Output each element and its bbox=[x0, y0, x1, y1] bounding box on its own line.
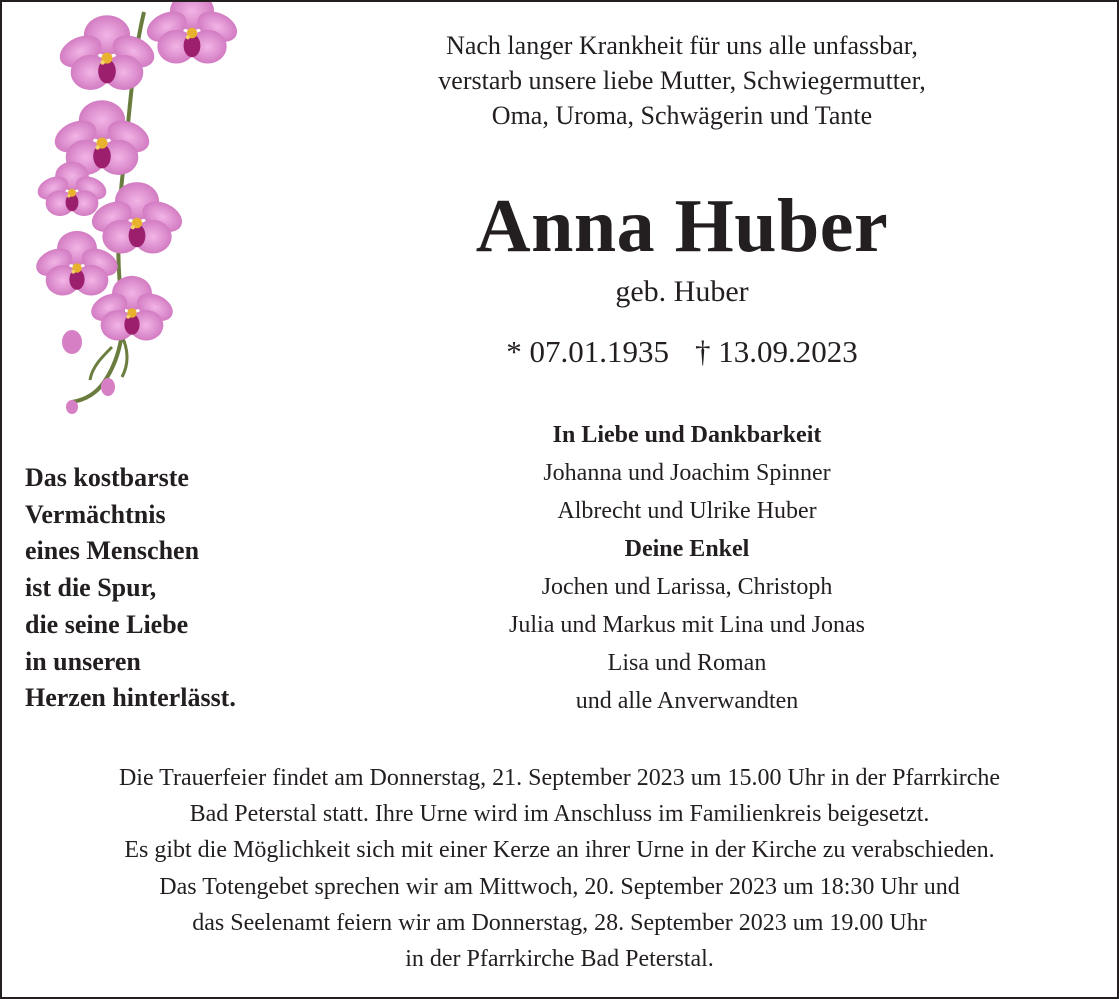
service-line: Das Totengebet sprechen wir am Mittwoch, 20. September 2023 um 18:30 Uhr und bbox=[159, 873, 960, 900]
death-date: † 13.09.2023 bbox=[695, 334, 858, 369]
family-member: Johanna und Joachim Spinner bbox=[543, 460, 831, 486]
quote-line: eines Menschen bbox=[25, 536, 200, 566]
grandchild: Julia und Markus mit Lina und Jonas bbox=[509, 612, 865, 638]
intro-line: Oma, Uroma, Schwägerin und Tante bbox=[491, 101, 873, 130]
quote-line: in unseren bbox=[25, 646, 141, 676]
service-line: Bad Peterstal statt. Ihre Urne wird im Anschluss im Familienkreis beigesetzt. bbox=[189, 801, 930, 828]
quote-line: Herzen hinterlässt. bbox=[25, 683, 236, 713]
intro-text bbox=[332, 28, 1032, 133]
quote-line: die seine Liebe bbox=[25, 609, 189, 639]
grandchild: Jochen und Larissa, Christoph bbox=[541, 574, 833, 600]
grandchildren-heading: Deine Enkel bbox=[624, 536, 750, 562]
intro-line: verstarb unsere liebe Mutter, Schwiegermutter, bbox=[438, 66, 926, 95]
birth-date: * 07.01.1935 bbox=[506, 334, 669, 369]
birth-name: geb. Huber bbox=[615, 275, 749, 308]
family-list bbox=[382, 416, 992, 720]
service-line: das Seelenamt feiern wir am Donnerstag, 28. September 2023 um 19.00 Uhr bbox=[192, 909, 927, 936]
life-dates bbox=[332, 332, 1032, 372]
quote-line: ist die Spur, bbox=[25, 573, 157, 603]
service-line: Die Trauerfeier findet am Donnerstag, 21. September 2023 um 15.00 Uhr in der Pfarrkirche bbox=[118, 765, 1001, 791]
grandchild: Lisa und Roman bbox=[607, 650, 767, 676]
service-line: in der Pfarrkirche Bad Peterstal. bbox=[405, 946, 714, 973]
deceased-name: Anna Huber bbox=[475, 184, 889, 268]
orchid-image bbox=[32, 2, 252, 422]
family-member: Albrecht und Ulrike Huber bbox=[557, 498, 817, 524]
family-closing: und alle Anverwandten bbox=[575, 688, 799, 714]
service-info bbox=[2, 760, 1117, 977]
service-line: Es gibt die Möglichkeit sich mit einer Kerze an ihrer Urne in der Kirche zu verabschieden. bbox=[124, 837, 995, 864]
quote-line: Vermächtnis bbox=[25, 499, 166, 529]
memorial-quote bbox=[25, 460, 315, 717]
family-heading: In Liebe und Dankbarkeit bbox=[552, 422, 822, 448]
intro-line: Nach langer Krankheit für uns alle unfassbar, bbox=[446, 31, 918, 60]
quote-line: Das kostbarste bbox=[25, 463, 189, 492]
